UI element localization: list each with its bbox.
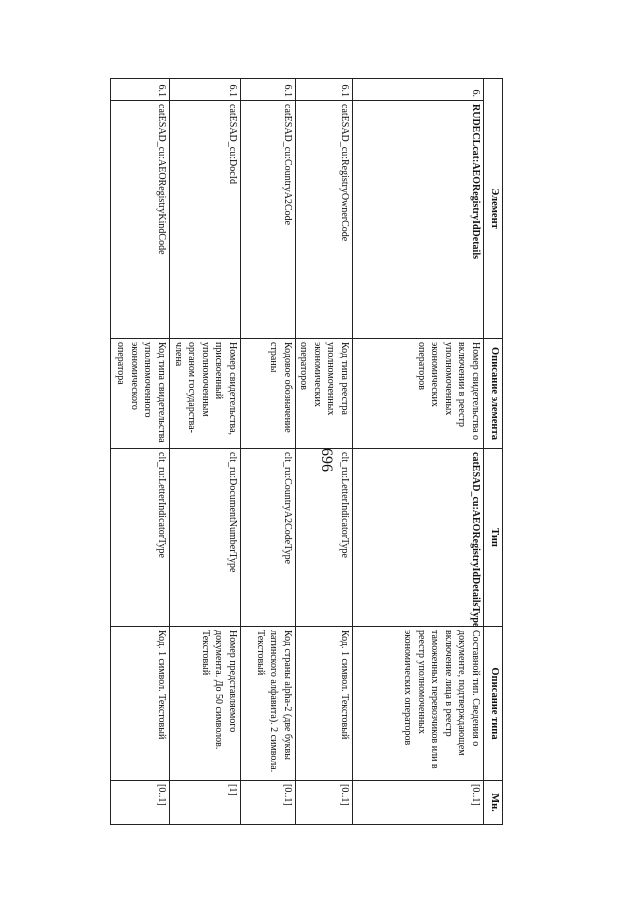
multiplicity: [0..1] [353, 781, 484, 825]
data-table [110, 78, 503, 825]
table-row [111, 79, 170, 825]
table-row [170, 79, 241, 825]
row-number: 6.1 [241, 79, 296, 101]
table-container [96, 78, 503, 824]
element-description: Номер свидетельства, присвоенный уполномоченным органом государства-члена [170, 339, 241, 449]
row-number: 6.1 [296, 79, 353, 101]
type-description: Код. 1 символ. Текстовый [296, 627, 353, 781]
header-element: Элемент [484, 79, 503, 339]
type-description: Составной тип. Сведения о документе, подтверждающем включение лица в реестр таможенных перевозчиков или в реестр уполномоченных экономических операторов [353, 627, 484, 781]
type-description: Номер представляемого документа. До 50 символов. Текстовый [170, 627, 241, 781]
rotated-table-frame [96, 78, 503, 824]
element-name: RUDECLcat:AEORegistryIdDetails [353, 101, 484, 339]
type-name: clt_ru:DocumentNumberType [170, 449, 241, 627]
table-row [241, 79, 296, 825]
header-type: Тип [484, 449, 503, 627]
header-element-desc: Описание элемента [484, 339, 503, 449]
type-name: clt_ru:LetterIndicatorType [111, 449, 170, 627]
element-description: Номер свидетельства о включении в реестр уполномоченных экономических операторов [353, 339, 484, 449]
row-number: 6.1 [170, 79, 241, 101]
table-row [296, 79, 353, 825]
element-description: Код типа свидетельства уполномоченного экономического оператора [111, 339, 170, 449]
type-name: clt_ru:CountryA2CodeType [241, 449, 296, 627]
row-number: 6. [353, 79, 484, 101]
row-number: 6.1 [111, 79, 170, 101]
table-row [353, 79, 484, 825]
element-name: catESAD_cu:RegistryOwnerCode [296, 101, 353, 339]
table-header-row [484, 79, 503, 825]
type-name: catESAD_cu:AEORegistryIdDetailsType [353, 449, 484, 627]
type-description: Код страны alpha-2 (две буквы латинского алфавита). 2 символа. Текстовый [241, 627, 296, 781]
element-name: catESAD_cu:DocId [170, 101, 241, 339]
multiplicity: [0..1] [296, 781, 353, 825]
element-description: Кодовое обозначение страны [241, 339, 296, 449]
element-description: Код типа реестра уполномоченных экономических операторов [296, 339, 353, 449]
type-description: Код. 1 символ. Текстовый [111, 627, 170, 781]
header-type-desc: Описание типа [484, 627, 503, 781]
multiplicity: [0..1] [111, 781, 170, 825]
element-name: catESAD_cu:AEORegistryKindCode [111, 101, 170, 339]
element-name: catESAD_cu:CountryA2Code [241, 101, 296, 339]
page-number: 696 [318, 448, 335, 472]
type-name: clt_ru:LetterIndicatorType [296, 449, 353, 627]
multiplicity: [0..1] [241, 781, 296, 825]
header-multiplicity: Мн. [484, 781, 503, 825]
multiplicity: [1] [170, 781, 241, 825]
